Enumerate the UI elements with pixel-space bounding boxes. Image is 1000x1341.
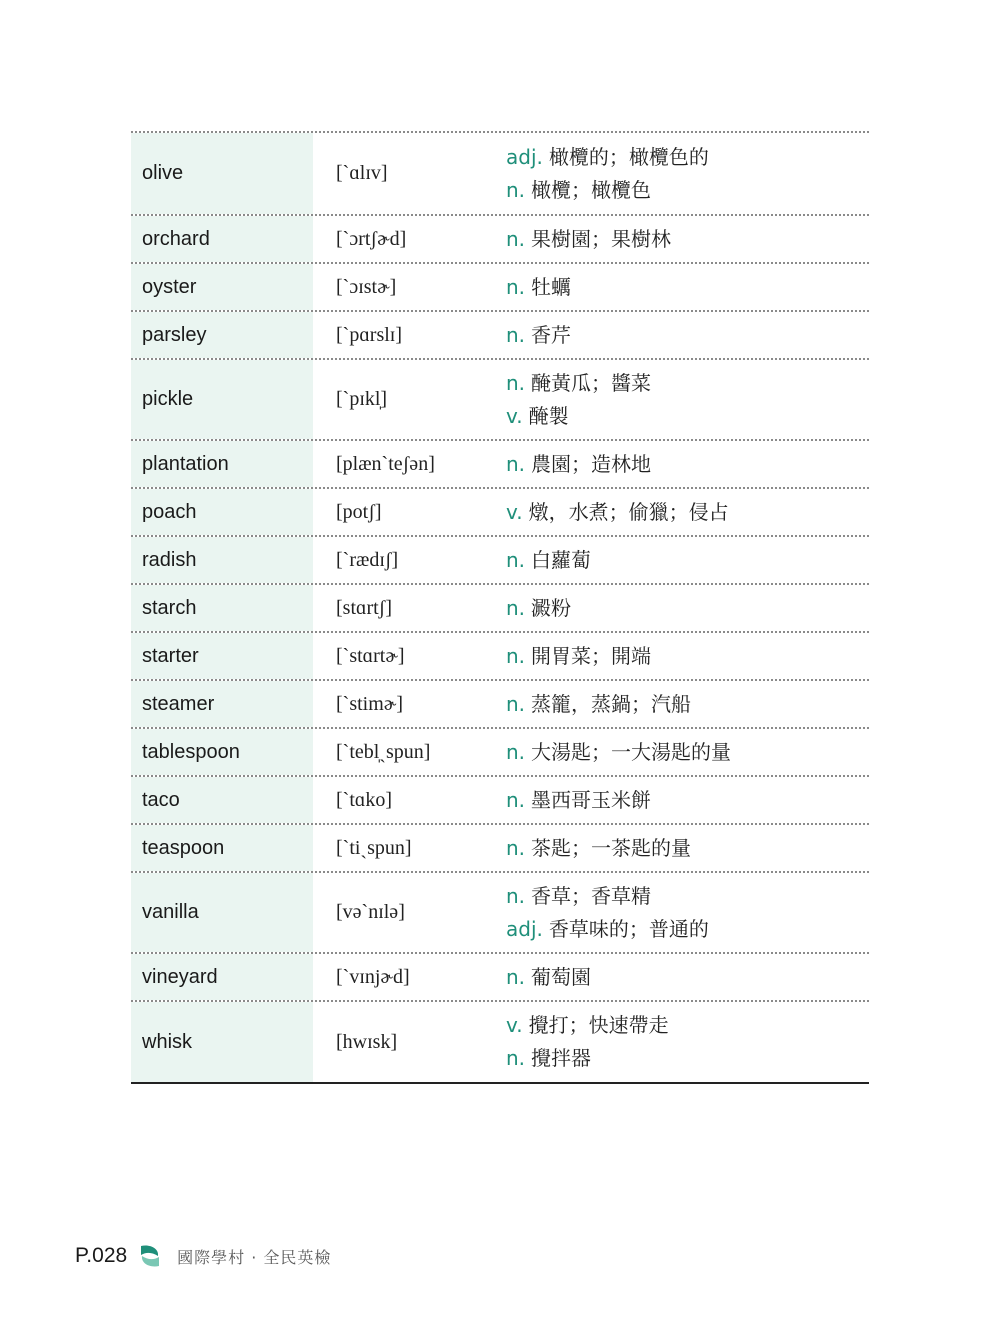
meaning: 墨西哥玉米餅 [531, 787, 652, 812]
definition [506, 544, 869, 577]
definition [506, 141, 869, 174]
meaning: 醃黃瓜；醬菜 [531, 370, 652, 395]
definitions [506, 777, 869, 823]
definition [506, 400, 869, 433]
definitions [506, 681, 869, 727]
definition [506, 367, 869, 400]
definition [506, 688, 869, 721]
part-of-speech: n. [506, 595, 526, 620]
meaning: 香草味的；普通的 [548, 916, 709, 941]
definitions [506, 312, 869, 358]
definition [506, 736, 869, 769]
part-of-speech: v. [506, 499, 523, 524]
definition [506, 784, 869, 817]
pronunciation: [`stimɚ] [336, 692, 403, 715]
part-of-speech: adj. [506, 144, 543, 169]
part-of-speech: n. [506, 835, 526, 860]
part-of-speech: n. [506, 1046, 526, 1070]
definitions [506, 585, 869, 631]
definitions [506, 264, 869, 310]
table-row [131, 585, 869, 633]
definitions [506, 954, 869, 1000]
part-of-speech: n. [506, 226, 526, 251]
meaning: 牡蠣 [531, 274, 572, 299]
meaning: 葡萄園 [531, 964, 592, 989]
pronunciation: [`vɪnjɚd] [336, 965, 410, 988]
definition [506, 913, 869, 946]
pronunciation: [potʃ] [336, 500, 382, 523]
part-of-speech: n. [506, 787, 526, 812]
word: poach [131, 489, 313, 535]
table-row [131, 777, 869, 825]
word: plantation [131, 441, 313, 487]
meaning: 蒸籠，蒸鍋；汽船 [531, 691, 692, 716]
pronunciation: [`pɪkl̩] [336, 388, 388, 410]
page-number: P.028 [75, 1244, 128, 1267]
meaning: 攪打；快速帶走 [528, 1013, 669, 1037]
definition [506, 496, 869, 529]
definition [506, 448, 869, 481]
part-of-speech: n. [506, 691, 526, 716]
part-of-speech: n. [506, 451, 526, 476]
definitions [506, 441, 869, 487]
meaning: 開胃菜；開端 [531, 643, 652, 668]
word: teaspoon [131, 825, 313, 871]
definition [506, 832, 869, 865]
meaning: 橄欖的；橄欖色的 [548, 144, 709, 169]
pronunciation: [`pɑrslɪ] [336, 323, 402, 346]
word: vanilla [131, 873, 313, 952]
word: tablespoon [131, 729, 313, 775]
definition [506, 174, 869, 207]
pronunciation: [stɑrtʃ] [336, 596, 392, 619]
part-of-speech: n. [506, 964, 526, 989]
pronunciation: [`tiˏspun] [336, 836, 412, 859]
pronunciation: [`tebl̩ˏspun] [336, 740, 431, 763]
meaning: 香草；香草精 [531, 883, 652, 908]
word: whisk [131, 1002, 313, 1082]
definitions [506, 133, 869, 214]
word: starch [131, 585, 313, 631]
pronunciation: [`tɑko] [336, 788, 392, 811]
meaning: 橄欖；橄欖色 [531, 177, 652, 202]
pronunciation: [`rædɪʃ] [336, 548, 399, 571]
word: orchard [131, 216, 313, 262]
word: parsley [131, 312, 313, 358]
pronunciation: [plæn`teʃən] [336, 452, 435, 475]
word: vineyard [131, 954, 313, 1000]
part-of-speech: n. [506, 322, 526, 347]
definitions [506, 1002, 869, 1082]
part-of-speech: n. [506, 274, 526, 299]
meaning: 醃製 [528, 403, 569, 428]
meaning: 燉，水煮；偷獵；侵占 [528, 499, 729, 524]
part-of-speech: n. [506, 883, 526, 908]
definition [506, 271, 869, 304]
definitions [506, 360, 869, 439]
meaning: 香芹 [531, 322, 572, 347]
publisher-name: 國際學村 · 全民英檢 [177, 1247, 332, 1267]
definitions [506, 489, 869, 535]
definition [506, 1042, 869, 1075]
definition [506, 1009, 869, 1042]
table-row [131, 729, 869, 777]
meaning: 白蘿蔔 [531, 547, 592, 572]
table-row [131, 489, 869, 537]
word: pickle [131, 360, 313, 439]
definition [506, 223, 869, 256]
meaning: 大湯匙；一大湯匙的量 [531, 739, 732, 764]
definitions [506, 537, 869, 583]
definition [506, 592, 869, 625]
vocab-table [131, 131, 869, 1084]
table-row [131, 633, 869, 681]
meaning: 攪拌器 [531, 1046, 592, 1070]
meaning: 果樹園；果樹林 [531, 226, 672, 251]
table-row [131, 954, 869, 1002]
part-of-speech: v. [506, 403, 523, 428]
word: taco [131, 777, 313, 823]
definitions [506, 729, 869, 775]
word: radish [131, 537, 313, 583]
definitions [506, 825, 869, 871]
meaning: 茶匙；一茶匙的量 [531, 835, 692, 860]
pronunciation: [`ɑlɪv] [336, 162, 388, 184]
table-row [131, 360, 869, 441]
table-row [131, 873, 869, 954]
page-footer [75, 1242, 331, 1270]
table-row [131, 264, 869, 312]
table-row [131, 312, 869, 360]
part-of-speech: n. [506, 739, 526, 764]
part-of-speech: n. [506, 547, 526, 572]
meaning: 澱粉 [531, 595, 572, 620]
definition [506, 319, 869, 352]
definition [506, 640, 869, 673]
table-row [131, 441, 869, 489]
meaning: 農園；造林地 [531, 451, 652, 476]
word: steamer [131, 681, 313, 727]
pronunciation: [hwɪsk] [336, 1030, 398, 1053]
part-of-speech: n. [506, 370, 526, 395]
table-row [131, 681, 869, 729]
pronunciation: [`stɑrtɚ] [336, 644, 405, 667]
part-of-speech: adj. [506, 916, 543, 941]
word: starter [131, 633, 313, 679]
pronunciation: [`ɔɪstɚ] [336, 275, 397, 298]
part-of-speech: v. [506, 1013, 523, 1037]
definitions [506, 633, 869, 679]
table-row [131, 216, 869, 264]
definitions [506, 216, 869, 262]
pronunciation: [`ɔrtʃɚd] [336, 227, 407, 250]
pronunciation: [və`nɪlə] [336, 901, 405, 923]
table-row [131, 1002, 869, 1084]
definitions [506, 873, 869, 952]
definition [506, 880, 869, 913]
definition [506, 961, 869, 994]
publisher-logo-icon [137, 1243, 163, 1269]
table-row [131, 825, 869, 873]
word: olive [131, 133, 313, 214]
table-row [131, 537, 869, 585]
part-of-speech: n. [506, 643, 526, 668]
part-of-speech: n. [506, 177, 526, 202]
word: oyster [131, 264, 313, 310]
table-row [131, 133, 869, 216]
